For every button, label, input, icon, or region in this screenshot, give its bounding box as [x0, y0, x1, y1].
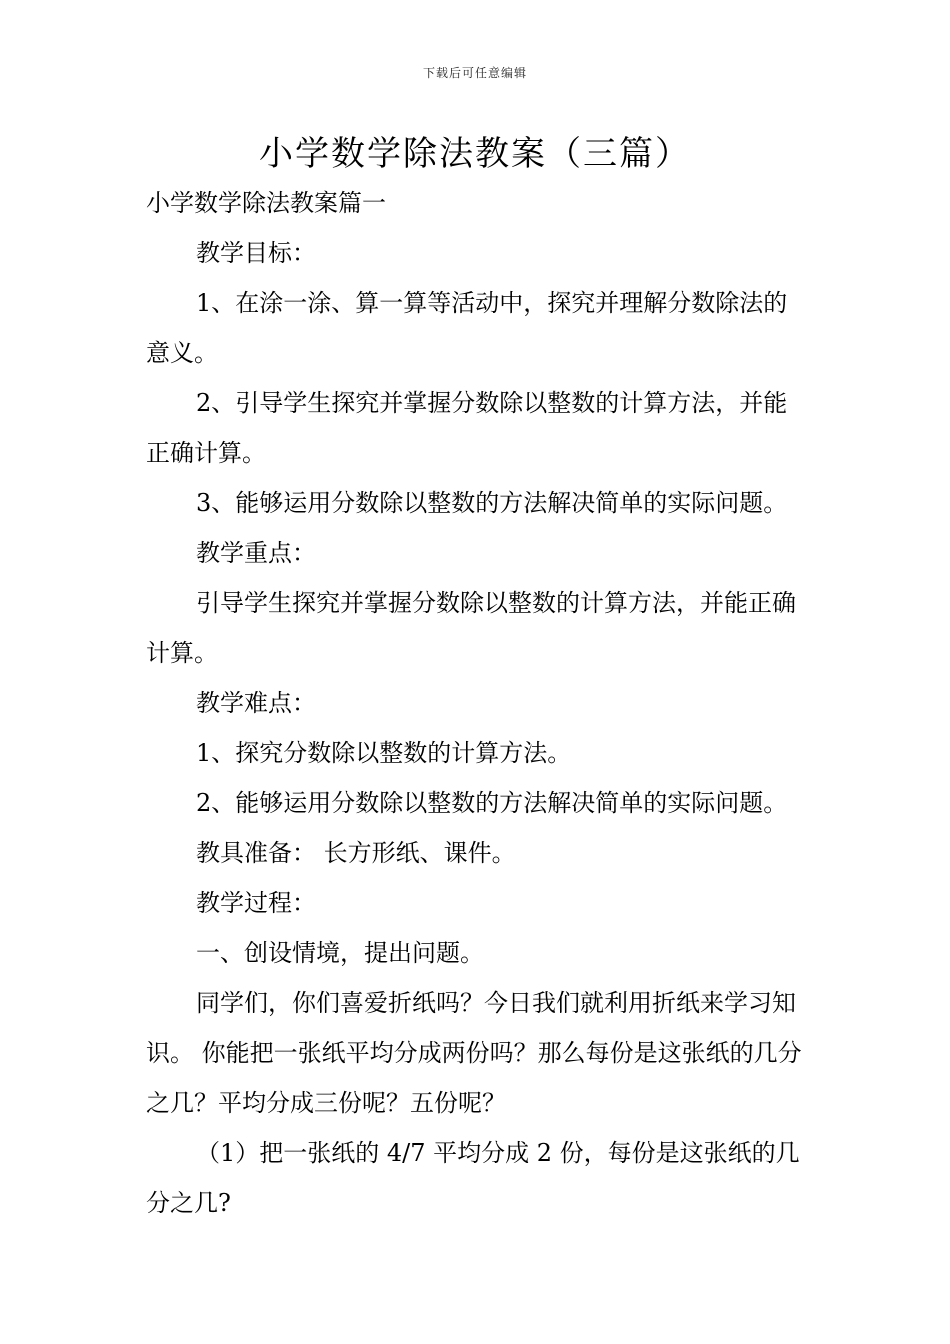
paragraph-keypoint: 引导学生探究并掌握分数除以整数的计算方法，并能正确计算。 [146, 589, 796, 667]
paragraph-step-1: 一、创设情境，提出问题。 [196, 939, 484, 967]
paragraph-difficulty-1: 1、探究分数除以整数的计算方法。 [196, 739, 572, 767]
paragraph-process-label: 教学过程： [196, 889, 316, 917]
paragraph-materials: 教具准备： 长方形纸、课件。 [196, 839, 516, 867]
paragraph-difficulty-2: 2、能够运用分数除以整数的方法解决简单的实际问题。 [196, 789, 788, 817]
paragraph-difficulty-label: 教学难点： [196, 689, 316, 717]
paragraph-question-1: （1）把一张纸的 4/7 平均分成 2 份，每份是这张纸的几分之几? [146, 1139, 800, 1217]
paragraph-objectives-label: 教学目标： [196, 239, 316, 267]
paragraph-objective-3: 3、能够运用分数除以整数的方法解决简单的实际问题。 [196, 489, 788, 517]
section-heading: 小学数学除法教案篇一 [146, 189, 386, 217]
paragraph-objective-1: 1、在涂一涂、算一算等活动中，探究并理解分数除法的意义。 [146, 289, 788, 367]
paragraph-keypoint-label: 教学重点： [196, 539, 316, 567]
paragraph-objective-2: 2、引导学生探究并掌握分数除以整数的计算方法，并能正确计算。 [146, 389, 788, 467]
document-body [146, 178, 810, 1228]
paragraph-intro: 同学们，你们喜爱折纸吗？今日我们就利用折纸来学习知识。 你能把一张纸平均分成两份吗？那么每份是这张纸的几分之几？平均分成三份呢？五份呢？ [146, 989, 802, 1117]
document-title: 小学数学除法教案（三篇） [259, 134, 691, 174]
header-note: 下载后可任意编辑 [422, 66, 527, 80]
